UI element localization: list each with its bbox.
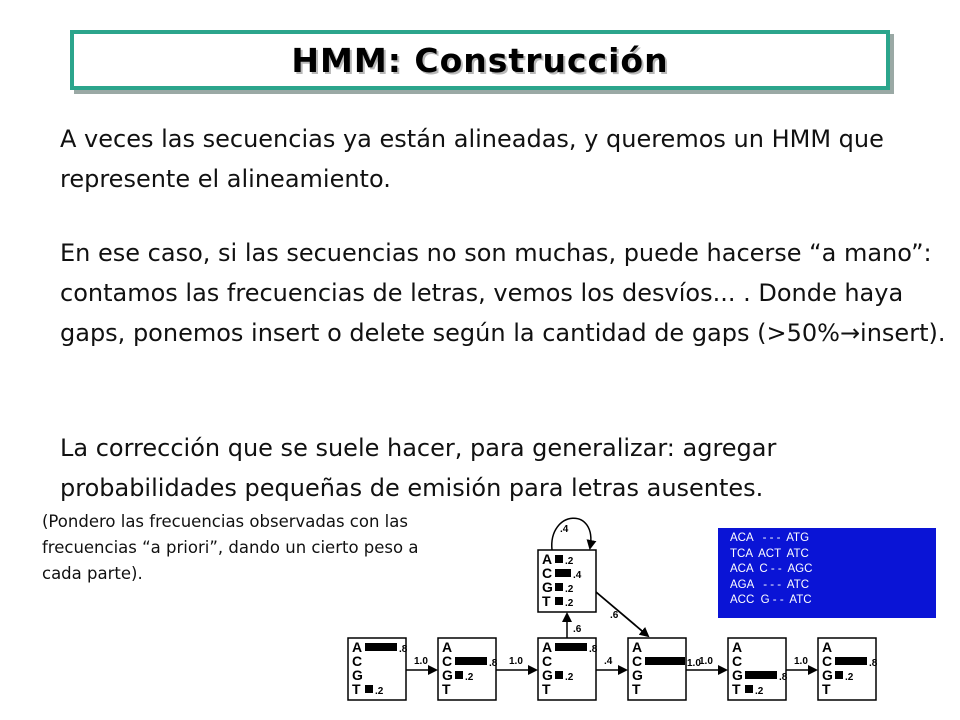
emission-label: .2 <box>755 686 764 697</box>
state-letter: T <box>732 681 741 697</box>
emission-bar <box>555 597 563 605</box>
state-letter: C <box>352 653 363 669</box>
state-letter: G <box>732 667 743 683</box>
state-letter: G <box>352 667 363 683</box>
emission-bar <box>365 685 373 693</box>
paragraph-correction: La corrección que se suele hacer, para generalizar: agregar probabilidades pequeñas de emisión para letras ausentes. <box>60 434 777 502</box>
emission-bar <box>455 657 487 665</box>
state-letter: T <box>542 593 551 609</box>
state-letter: C <box>442 653 453 669</box>
transition-label: .4 <box>560 524 569 535</box>
emission-bar <box>835 671 843 679</box>
emission-bar <box>745 685 753 693</box>
hmm-diagram <box>330 510 890 710</box>
weighting-note: (Pondero las frecuencias observadas con las frecuencias “a priori”, dando un cierto peso a cada parte). <box>42 512 419 583</box>
emission-label: .2 <box>465 672 474 683</box>
state-letter: G <box>442 667 453 683</box>
emission-label: .2 <box>565 672 574 683</box>
emission-label: .8 <box>779 672 788 683</box>
slide-title: HMM: Construcción <box>291 40 669 80</box>
emission-bar <box>365 643 397 651</box>
emission-bar <box>555 671 563 679</box>
state-letter: T <box>542 681 551 697</box>
emission-bar <box>555 643 587 651</box>
transition-label: .4 <box>604 656 613 667</box>
state-letter: C <box>732 653 743 669</box>
transition-arrow <box>596 592 648 636</box>
state-letter: T <box>442 681 451 697</box>
state-letter: A <box>352 639 363 655</box>
emission-label: .2 <box>565 584 574 595</box>
transition-label: .6 <box>610 610 619 621</box>
state-letter: A <box>732 639 743 655</box>
emission-label: .2 <box>565 598 574 609</box>
state-letter: A <box>542 639 553 655</box>
alignment-row: TCA ACT ATC <box>730 547 809 560</box>
emission-bar <box>455 671 463 679</box>
emission-bar <box>745 671 777 679</box>
state-letter: T <box>822 681 831 697</box>
alignment-row: ACC G - - ATC <box>730 594 812 606</box>
state-letter: G <box>542 579 553 595</box>
transition-label: 1.0 <box>509 656 523 667</box>
state-letter: C <box>542 565 553 581</box>
title-box <box>70 30 890 90</box>
emission-bar <box>555 555 563 563</box>
emission-bar <box>645 657 685 665</box>
paragraph-by-hand: En ese caso, si las secuencias no son muchas, puede hacerse “a mano”: contamos las frecuencias de letras, vemos los desvíos... . Donde haya gaps, ponemos insert o delete según la cantidad de gaps (>50%→insert). <box>60 239 946 347</box>
state-letter: G <box>822 667 833 683</box>
state-letter: C <box>822 653 833 669</box>
emission-label: .8 <box>869 658 878 669</box>
emission-label: .2 <box>375 686 384 697</box>
emission-label: 1.0 <box>687 658 701 669</box>
transition-label: 1.0 <box>699 656 713 667</box>
state-letter: A <box>632 639 643 655</box>
transition-label: 1.0 <box>414 656 428 667</box>
state-letter: A <box>442 639 453 655</box>
state-letter: A <box>542 551 553 567</box>
paragraph-aligned-sequences: A veces las secuencias ya están alineadas, y queremos un HMM que represente el alineamiento. <box>60 125 884 193</box>
emission-label: .8 <box>489 658 498 669</box>
emission-label: .4 <box>573 570 582 581</box>
state-letter: G <box>542 667 553 683</box>
state-letter: G <box>632 667 643 683</box>
emission-label: .2 <box>845 672 854 683</box>
emission-label: .8 <box>589 644 598 655</box>
state-letter: A <box>822 639 833 655</box>
emission-label: .2 <box>565 556 574 567</box>
state-letter: T <box>632 681 641 697</box>
state-letter: C <box>632 653 643 669</box>
transition-label: .6 <box>573 624 582 635</box>
emission-bar <box>555 569 571 577</box>
state-letter: T <box>352 681 361 697</box>
transition-label: 1.0 <box>794 656 808 667</box>
state-letter: C <box>542 653 553 669</box>
emission-bar <box>555 583 563 591</box>
insert-loop-arrow <box>552 518 591 550</box>
alignment-row: AGA - - - ATC <box>730 578 810 591</box>
emission-label: .8 <box>399 644 408 655</box>
emission-bar <box>835 657 867 665</box>
alignment-row: ACA C - - AGC <box>730 563 813 575</box>
alignment-row: ACA - - - ATG <box>730 532 810 544</box>
